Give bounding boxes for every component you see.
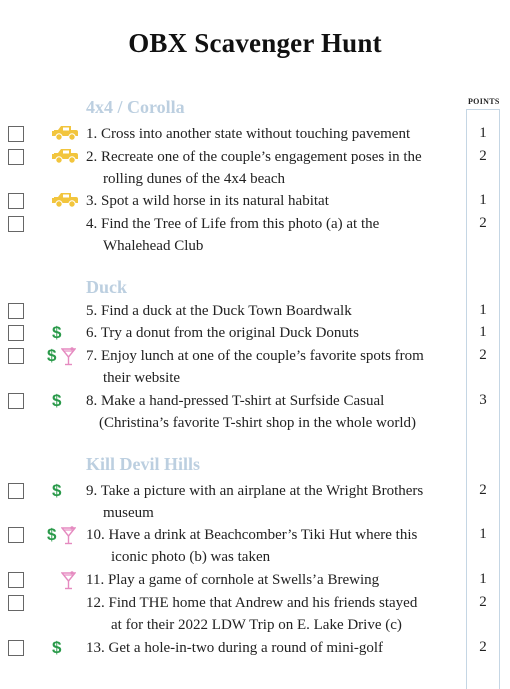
item-text: rolling dunes of the 4x4 beach [103, 171, 286, 187]
item-checkbox[interactable] [8, 303, 24, 319]
dollar-icon: $ [52, 638, 62, 657]
item-points: 1 [479, 526, 487, 542]
item-checkbox[interactable] [8, 393, 24, 409]
page-title: OBX Scavenger Hunt [128, 28, 382, 58]
item-text: 4. Find the Tree of Life from this photo (a) at the [86, 216, 380, 232]
item-text: Whalehead Club [103, 238, 204, 254]
jeep-icon [52, 124, 79, 147]
item-text: their website [103, 370, 181, 386]
dollar-icon: $ [52, 323, 62, 342]
item-checkbox[interactable] [8, 640, 24, 656]
item-points: 2 [479, 594, 487, 610]
item-points: 2 [479, 482, 487, 498]
item-points: 1 [479, 192, 487, 208]
item-points: 2 [479, 148, 487, 164]
cocktail-icon [61, 526, 76, 550]
item-points: 1 [479, 324, 487, 340]
cocktail-icon [61, 571, 76, 595]
item-checkbox[interactable] [8, 572, 24, 588]
item-text: museum [103, 505, 154, 521]
item-text: 12. Find THE home that Andrew and his friends stayed [86, 595, 418, 611]
item-points: 1 [479, 302, 487, 318]
item-text: 2. Recreate one of the couple’s engagement poses in the [86, 149, 422, 165]
item-text: 11. Play a game of cornhole at Swells’a Brewing [86, 572, 380, 588]
item-checkbox[interactable] [8, 595, 24, 611]
item-text: iconic photo (b) was taken [111, 549, 271, 565]
section-heading-kill-devil-hills: Kill Devil Hills [86, 454, 201, 474]
item-checkbox[interactable] [8, 483, 24, 499]
item-text: at for their 2022 LDW Trip on E. Lake Drive (c) [111, 617, 402, 633]
jeep-icon [52, 191, 79, 214]
item-checkbox[interactable] [8, 126, 24, 142]
item-checkbox[interactable] [8, 527, 24, 543]
item-points: 1 [479, 571, 487, 587]
item-text: (Christina’s favorite T-shirt shop in the whole world) [99, 415, 417, 431]
dollar-icon: $ [52, 391, 62, 410]
item-points: 1 [479, 125, 487, 141]
item-text: 3. Spot a wild horse in its natural habitat [86, 193, 329, 209]
section-heading-corolla: 4x4 / Corolla [86, 97, 185, 117]
item-checkbox[interactable] [8, 348, 24, 364]
item-text: 8. Make a hand-pressed T-shirt at Surfside Casual [86, 393, 385, 409]
jeep-icon [52, 147, 79, 170]
item-checkbox[interactable] [8, 193, 24, 209]
item-text: 13. Get a hole-in-two during a round of mini-golf [86, 640, 384, 656]
item-points: 2 [479, 639, 487, 655]
item-text: 5. Find a duck at the Duck Town Boardwalk [86, 303, 352, 319]
dollar-icon: $ [47, 346, 57, 365]
item-text: 10. Have a drink at Beachcomber’s Tiki Hut where this [86, 527, 418, 543]
item-points: 2 [479, 347, 487, 363]
item-checkbox[interactable] [8, 325, 24, 341]
cocktail-icon [61, 347, 76, 371]
item-text: 7. Enjoy lunch at one of the couple’s favorite spots from [86, 348, 424, 364]
item-checkbox[interactable] [8, 149, 24, 165]
points-column-header: POINTS [468, 97, 500, 106]
item-points: 2 [479, 215, 487, 231]
item-text: 1. Cross into another state without touching pavement [86, 126, 411, 142]
dollar-icon: $ [47, 525, 57, 544]
item-checkbox[interactable] [8, 216, 24, 232]
item-points: 3 [479, 392, 487, 408]
section-heading-duck: Duck [86, 277, 128, 297]
item-text: 6. Try a donut from the original Duck Donuts [86, 325, 359, 341]
dollar-icon: $ [52, 481, 62, 500]
item-text: 9. Take a picture with an airplane at the Wright Brothers [86, 483, 424, 499]
